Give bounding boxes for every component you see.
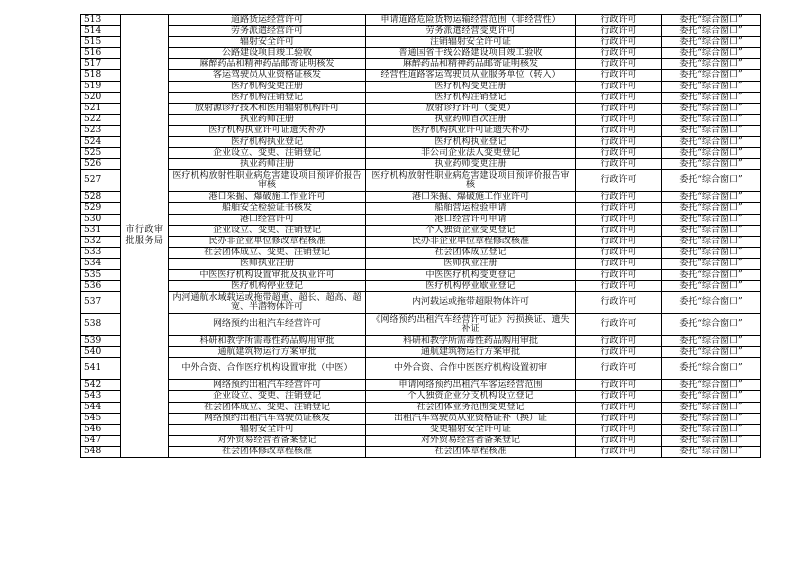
item-type: 行政许可	[576, 314, 662, 336]
table-row	[81, 59, 761, 70]
row-number: 547	[81, 435, 121, 446]
item-name: 通航建筑物运行方案审批	[169, 347, 366, 358]
handling-mode: 委托“综合窗口”	[662, 125, 761, 136]
item-type: 行政许可	[576, 137, 662, 148]
item-type: 行政许可	[576, 81, 662, 92]
row-number: 527	[81, 170, 121, 192]
sub-item-name: 变更辐射安全许可证	[366, 424, 576, 435]
sub-item-name: 社会团体业务范围变更登记	[366, 402, 576, 413]
sub-item-name: 中外合资、合作中医医疗机构设置初审	[366, 358, 576, 380]
handling-mode: 委托“综合窗口”	[662, 203, 761, 214]
item-name: 船舶安全检验证书核发	[169, 203, 366, 214]
row-number: 543	[81, 391, 121, 402]
item-name: 医疗机构变更注册	[169, 81, 366, 92]
sub-item-name: 港口经营许可申请	[366, 214, 576, 225]
row-number: 546	[81, 424, 121, 435]
handling-mode: 委托“综合窗口”	[662, 269, 761, 280]
table-row	[81, 281, 761, 292]
row-number: 535	[81, 269, 121, 280]
table-row	[81, 402, 761, 413]
row-number: 537	[81, 292, 121, 314]
sub-item-name: 医疗机构执业登记	[366, 137, 576, 148]
table-row	[81, 292, 761, 314]
table-row	[81, 236, 761, 247]
handling-mode: 委托“综合窗口”	[662, 247, 761, 258]
row-number: 541	[81, 358, 121, 380]
sub-item-name: 麻醉药品和精神药品邮寄证明核发	[366, 59, 576, 70]
sub-item-name: 民办非企业单位章程修改核准	[366, 236, 576, 247]
sub-item-name: 劳务派遣经营变更许可	[366, 26, 576, 37]
row-number: 524	[81, 137, 121, 148]
item-type: 行政许可	[576, 103, 662, 114]
item-name: 放射源诊疗技术和医用辐射机构许可	[169, 103, 366, 114]
table-row	[81, 125, 761, 136]
item-type: 行政许可	[576, 281, 662, 292]
item-name: 中外合资、合作医疗机构设置审批（中医）	[169, 358, 366, 380]
item-type: 行政许可	[576, 391, 662, 402]
item-type: 行政许可	[576, 192, 662, 203]
handling-mode: 委托“综合窗口”	[662, 192, 761, 203]
sub-item-name: 内河载运或拖带超限物体许可	[366, 292, 576, 314]
handling-mode: 委托“综合窗口”	[662, 292, 761, 314]
item-type: 行政许可	[576, 424, 662, 435]
item-type: 行政许可	[576, 59, 662, 70]
sub-item-name: 《网络预约出租汽车经营许可证》污损换证、遗失补证	[366, 314, 576, 336]
table-row	[81, 413, 761, 424]
item-name: 劳务派遣经营许可	[169, 26, 366, 37]
table-row	[81, 103, 761, 114]
sub-item-name: 执业药师变更注册	[366, 159, 576, 170]
handling-mode: 委托“综合窗口”	[662, 413, 761, 424]
item-name: 医疗机构执业许可证遗失补办	[169, 125, 366, 136]
item-name: 网络预约出租汽车经营许可	[169, 380, 366, 391]
row-number: 529	[81, 203, 121, 214]
item-name: 客运驾驶员从业资格证核发	[169, 70, 366, 81]
item-name: 医疗机构执业登记	[169, 137, 366, 148]
table-row	[81, 380, 761, 391]
table-row	[81, 92, 761, 103]
department-cell: 市行政审批服务局	[121, 15, 169, 458]
row-number: 542	[81, 380, 121, 391]
handling-mode: 委托“综合窗口”	[662, 214, 761, 225]
item-name: 医师执业注册	[169, 258, 366, 269]
handling-mode: 委托“综合窗口”	[662, 281, 761, 292]
sub-item-name: 社会团体成立登记	[366, 247, 576, 258]
row-number: 523	[81, 125, 121, 136]
item-type: 行政许可	[576, 236, 662, 247]
item-name: 企业设立、变更、注销登记	[169, 391, 366, 402]
item-name: 社会团体成立、变更、注销登记	[169, 247, 366, 258]
row-number: 534	[81, 258, 121, 269]
handling-mode: 委托“综合窗口”	[662, 336, 761, 347]
item-name: 网络预约出租汽车经营许可	[169, 314, 366, 336]
table-row	[81, 258, 761, 269]
item-type: 行政许可	[576, 214, 662, 225]
table-row	[81, 192, 761, 203]
table-row	[81, 70, 761, 81]
handling-mode: 委托“综合窗口”	[662, 446, 761, 457]
row-number: 539	[81, 336, 121, 347]
item-type: 行政许可	[576, 26, 662, 37]
handling-mode: 委托“综合窗口”	[662, 380, 761, 391]
item-name: 辐射安全许可	[169, 424, 366, 435]
handling-mode: 委托“综合窗口”	[662, 59, 761, 70]
item-name: 中医医疗机构设置审批及执业许可	[169, 269, 366, 280]
item-type: 行政许可	[576, 70, 662, 81]
document-page	[80, 14, 760, 458]
sub-item-name: 普通国省干线公路建设项目竣工验收	[366, 48, 576, 59]
item-type: 行政许可	[576, 125, 662, 136]
table-row	[81, 26, 761, 37]
handling-mode: 委托“综合窗口”	[662, 358, 761, 380]
item-type: 行政许可	[576, 148, 662, 159]
table-row	[81, 446, 761, 457]
item-type: 行政许可	[576, 402, 662, 413]
sub-item-name: 执业药师首次注册	[366, 114, 576, 125]
sub-item-name: 中医医疗机构变更登记	[366, 269, 576, 280]
table-row	[81, 159, 761, 170]
item-type: 行政许可	[576, 15, 662, 26]
item-name: 对外贸易经营者备案登记	[169, 435, 366, 446]
table-row	[81, 435, 761, 446]
item-type: 行政许可	[576, 292, 662, 314]
item-name: 科研和教学所需毒性药品购用审批	[169, 336, 366, 347]
item-name: 港口采掘、爆破施工作业许可	[169, 192, 366, 203]
item-type: 行政许可	[576, 358, 662, 380]
approval-items-table	[80, 14, 761, 458]
sub-item-name: 医疗机构执业许可证遗失补办	[366, 125, 576, 136]
table-row	[81, 358, 761, 380]
table-body	[81, 15, 761, 458]
row-number: 526	[81, 159, 121, 170]
item-type: 行政许可	[576, 247, 662, 258]
row-number: 520	[81, 92, 121, 103]
table-row	[81, 391, 761, 402]
row-number: 544	[81, 402, 121, 413]
item-type: 行政许可	[576, 269, 662, 280]
row-number: 518	[81, 70, 121, 81]
handling-mode: 委托“综合窗口”	[662, 258, 761, 269]
row-number: 536	[81, 281, 121, 292]
handling-mode: 委托“综合窗口”	[662, 37, 761, 48]
sub-item-name: 医疗机构放射性职业病危害建设项目预评价报告审核	[366, 170, 576, 192]
item-name: 道路货运经营许可	[169, 15, 366, 26]
item-name: 辐射安全许可	[169, 37, 366, 48]
sub-item-name: 医疗机构变更注册	[366, 81, 576, 92]
handling-mode: 委托“综合窗口”	[662, 314, 761, 336]
row-number: 538	[81, 314, 121, 336]
row-number: 519	[81, 81, 121, 92]
sub-item-name: 医疗机构停业歇业登记	[366, 281, 576, 292]
item-name: 企业设立、变更、注销登记	[169, 148, 366, 159]
table-row	[81, 269, 761, 280]
item-type: 行政许可	[576, 435, 662, 446]
sub-item-name: 出租汽车驾驶员从业资格证补（换）证	[366, 413, 576, 424]
handling-mode: 委托“综合窗口”	[662, 137, 761, 148]
item-type: 行政许可	[576, 380, 662, 391]
table-row	[81, 247, 761, 258]
item-name: 民办非企业单位修改章程核准	[169, 236, 366, 247]
row-number: 515	[81, 37, 121, 48]
item-name: 医疗机构停业登记	[169, 281, 366, 292]
handling-mode: 委托“综合窗口”	[662, 159, 761, 170]
item-name: 网络预约出租汽车驾驶员证核发	[169, 413, 366, 424]
item-name: 内河通航水域载运或拖带超重、超长、超高、超宽、半潜物体许可	[169, 292, 366, 314]
item-type: 行政许可	[576, 37, 662, 48]
row-number: 522	[81, 114, 121, 125]
table-row	[81, 37, 761, 48]
row-number: 521	[81, 103, 121, 114]
table-row	[81, 214, 761, 225]
handling-mode: 委托“综合窗口”	[662, 70, 761, 81]
row-number: 530	[81, 214, 121, 225]
item-name: 医疗机构放射性职业病危害建设项目预评价报告审核	[169, 170, 366, 192]
table-row	[81, 336, 761, 347]
sub-item-name: 申请网络预约出租汽车客运经营范围	[366, 380, 576, 391]
item-type: 行政许可	[576, 413, 662, 424]
table-row	[81, 225, 761, 236]
handling-mode: 委托“综合窗口”	[662, 148, 761, 159]
row-number: 540	[81, 347, 121, 358]
item-type: 行政许可	[576, 159, 662, 170]
row-number: 531	[81, 225, 121, 236]
handling-mode: 委托“综合窗口”	[662, 435, 761, 446]
sub-item-name: 注销辐射安全许可证	[366, 37, 576, 48]
handling-mode: 委托“综合窗口”	[662, 402, 761, 413]
sub-item-name: 科研和教学所需毒性药品购用审批	[366, 336, 576, 347]
sub-item-name: 医疗机构注销登记	[366, 92, 576, 103]
sub-item-name: 社会团体章程核准	[366, 446, 576, 457]
sub-item-name: 通航建筑物运行方案审批	[366, 347, 576, 358]
sub-item-name: 申请道路危险货物运输经营范围（非经营性）	[366, 15, 576, 26]
handling-mode: 委托“综合窗口”	[662, 26, 761, 37]
item-type: 行政许可	[576, 258, 662, 269]
handling-mode: 委托“综合窗口”	[662, 103, 761, 114]
item-name: 港口经营许可	[169, 214, 366, 225]
table-row	[81, 203, 761, 214]
table-row	[81, 48, 761, 59]
row-number: 548	[81, 446, 121, 457]
row-number: 513	[81, 15, 121, 26]
item-type: 行政许可	[576, 114, 662, 125]
sub-item-name: 个人独资企业变更登记	[366, 225, 576, 236]
sub-item-name: 医师执业注册	[366, 258, 576, 269]
row-number: 545	[81, 413, 121, 424]
row-number: 514	[81, 26, 121, 37]
handling-mode: 委托“综合窗口”	[662, 114, 761, 125]
table-row	[81, 424, 761, 435]
item-type: 行政许可	[576, 336, 662, 347]
item-name: 社会团体成立、变更、注销登记	[169, 402, 366, 413]
item-type: 行政许可	[576, 92, 662, 103]
item-name: 公路建设项目竣工验收	[169, 48, 366, 59]
sub-item-name: 个人独资企业分支机构设立登记	[366, 391, 576, 402]
table-row	[81, 81, 761, 92]
row-number: 528	[81, 192, 121, 203]
handling-mode: 委托“综合窗口”	[662, 15, 761, 26]
row-number: 525	[81, 148, 121, 159]
table-row	[81, 137, 761, 148]
item-type: 行政许可	[576, 446, 662, 457]
item-type: 行政许可	[576, 347, 662, 358]
table-row	[81, 15, 761, 26]
item-name: 医疗机构注销登记	[169, 92, 366, 103]
handling-mode: 委托“综合窗口”	[662, 391, 761, 402]
row-number: 532	[81, 236, 121, 247]
sub-item-name: 放射诊疗许可（变更）	[366, 103, 576, 114]
table-row	[81, 314, 761, 336]
handling-mode: 委托“综合窗口”	[662, 347, 761, 358]
handling-mode: 委托“综合窗口”	[662, 225, 761, 236]
sub-item-name: 经营性道路客运驾驶员从业服务单位（转入）	[366, 70, 576, 81]
row-number: 517	[81, 59, 121, 70]
table-row	[81, 114, 761, 125]
item-name: 执业药师注册	[169, 114, 366, 125]
table-row	[81, 170, 761, 192]
handling-mode: 委托“综合窗口”	[662, 170, 761, 192]
sub-item-name: 船舶营运检验申请	[366, 203, 576, 214]
sub-item-name: 对外贸易经营者备案登记	[366, 435, 576, 446]
item-name: 执业药师注册	[169, 159, 366, 170]
item-name: 社会团体修改章程核准	[169, 446, 366, 457]
table-row	[81, 148, 761, 159]
item-type: 行政许可	[576, 225, 662, 236]
handling-mode: 委托“综合窗口”	[662, 48, 761, 59]
handling-mode: 委托“综合窗口”	[662, 424, 761, 435]
sub-item-name: 非公司企业法人变更登记	[366, 148, 576, 159]
item-type: 行政许可	[576, 48, 662, 59]
item-name: 企业设立、变更、注销登记	[169, 225, 366, 236]
sub-item-name: 港口采掘、爆破施工作业许可	[366, 192, 576, 203]
row-number: 533	[81, 247, 121, 258]
handling-mode: 委托“综合窗口”	[662, 92, 761, 103]
handling-mode: 委托“综合窗口”	[662, 81, 761, 92]
item-name: 麻醉药品和精神药品邮寄证明核发	[169, 59, 366, 70]
item-type: 行政许可	[576, 203, 662, 214]
table-row	[81, 347, 761, 358]
item-type: 行政许可	[576, 170, 662, 192]
row-number: 516	[81, 48, 121, 59]
handling-mode: 委托“综合窗口”	[662, 236, 761, 247]
